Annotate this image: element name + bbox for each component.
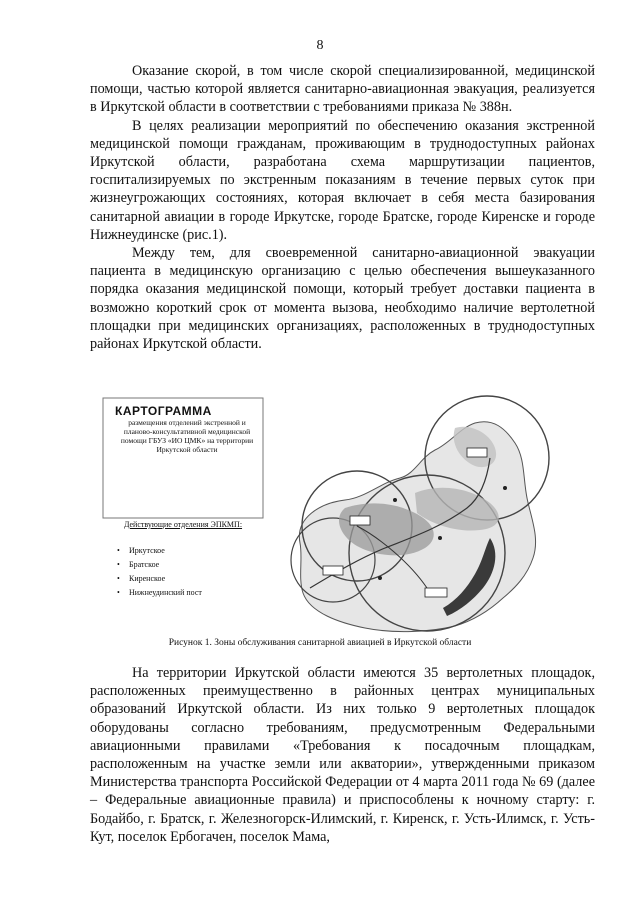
settlement-dot [393,498,397,502]
legend-heading: Действующие отделения ЭПКМП: [123,520,243,529]
settlement-dot [378,576,382,580]
legend-item: • Братское [117,560,257,569]
settlement-dot [503,486,507,490]
legend-item: • Киренское [117,574,257,583]
page-number: 8 [316,38,324,53]
paragraph: Между тем, для своевременной санитарно-авиационной эвакуации пациента в медицинскую организацию с целью обеспечения вышеуказанного порядка оказания медицинской помощи, который требует доставки пациента в возможно короткий срок от момента вызова, необходимо наличие вертолетной площадки при медицинских организациях, расположенных в труднодоступных районах Иркутской области. [90,245,595,353]
body-text-top [90,62,595,353]
base-marker-nizhneudinsk [323,566,343,575]
paragraph: В целях реализации мероприятий по обеспечению оказания экстренной медицинской помощи гражданам, проживающим в труднодоступных районах Иркутской области, разработана схема маршрутизации пациентов, госпитализируемых по экстренным показаниям в течение первых суток при жизнеугрожающих состояниях, которая включает в себя места базирования санитарной авиации в городе Иркутске, городе Братске, городе Киренске и городе Нижнеудинске (рис.1). [90,117,595,243]
legend-item: • Нижнеудинский пост [117,588,257,597]
paragraph: Оказание скорой, в том числе скорой специализированной, медицинской помощи, частью которой является санитарно-авиационная эвакуация, реализуется в Иркутской области в соответствии с требованиями приказа № 388н. [90,63,595,116]
legend-list [117,546,257,602]
base-marker-kirensk [467,448,487,457]
cartogram-subtitle: размещения отделений экстренной и планово-консультативной медицинской помощи ГБУЗ «ИО ЦМК» на территории Иркутской области [120,418,254,454]
cartogram-title: КАРТОГРАММА [115,404,212,418]
paragraph: На территории Иркутской области имеются 35 вертолетных площадок, расположенных преимущественно в районных центрах муниципальных образований Иркутской области. Из них только 9 вертолетных площадок оборудованы согласно требованиям, предусмотренным Федеральными авиационными правилами «Требования к посадочным площадкам, расположенным на участке земли или акватории», утвержденными приказом Министерства транспорта Российской Федерации от 4 марта 2011 года № 69 (далее – Федеральные авиационные правила) и приспособлены к ночному старту: г. Бодайбо, г. Братск, г. Железногорск-Илимский, г. Киренск, г. Усть-Илимск, г. Усть-Кут, поселок Ербогачен, поселок Мама, [90,665,595,845]
settlement-dot [438,536,442,540]
base-marker-bratsk [350,516,370,525]
figure-cartogram [95,388,565,638]
base-marker-irkutsk [425,588,447,597]
body-text-bottom [90,664,595,846]
legend-item: • Иркутское [117,546,257,555]
figure-caption: Рисунок 1. Зоны обслуживания санитарной авиацией в Иркутской области [168,638,472,648]
